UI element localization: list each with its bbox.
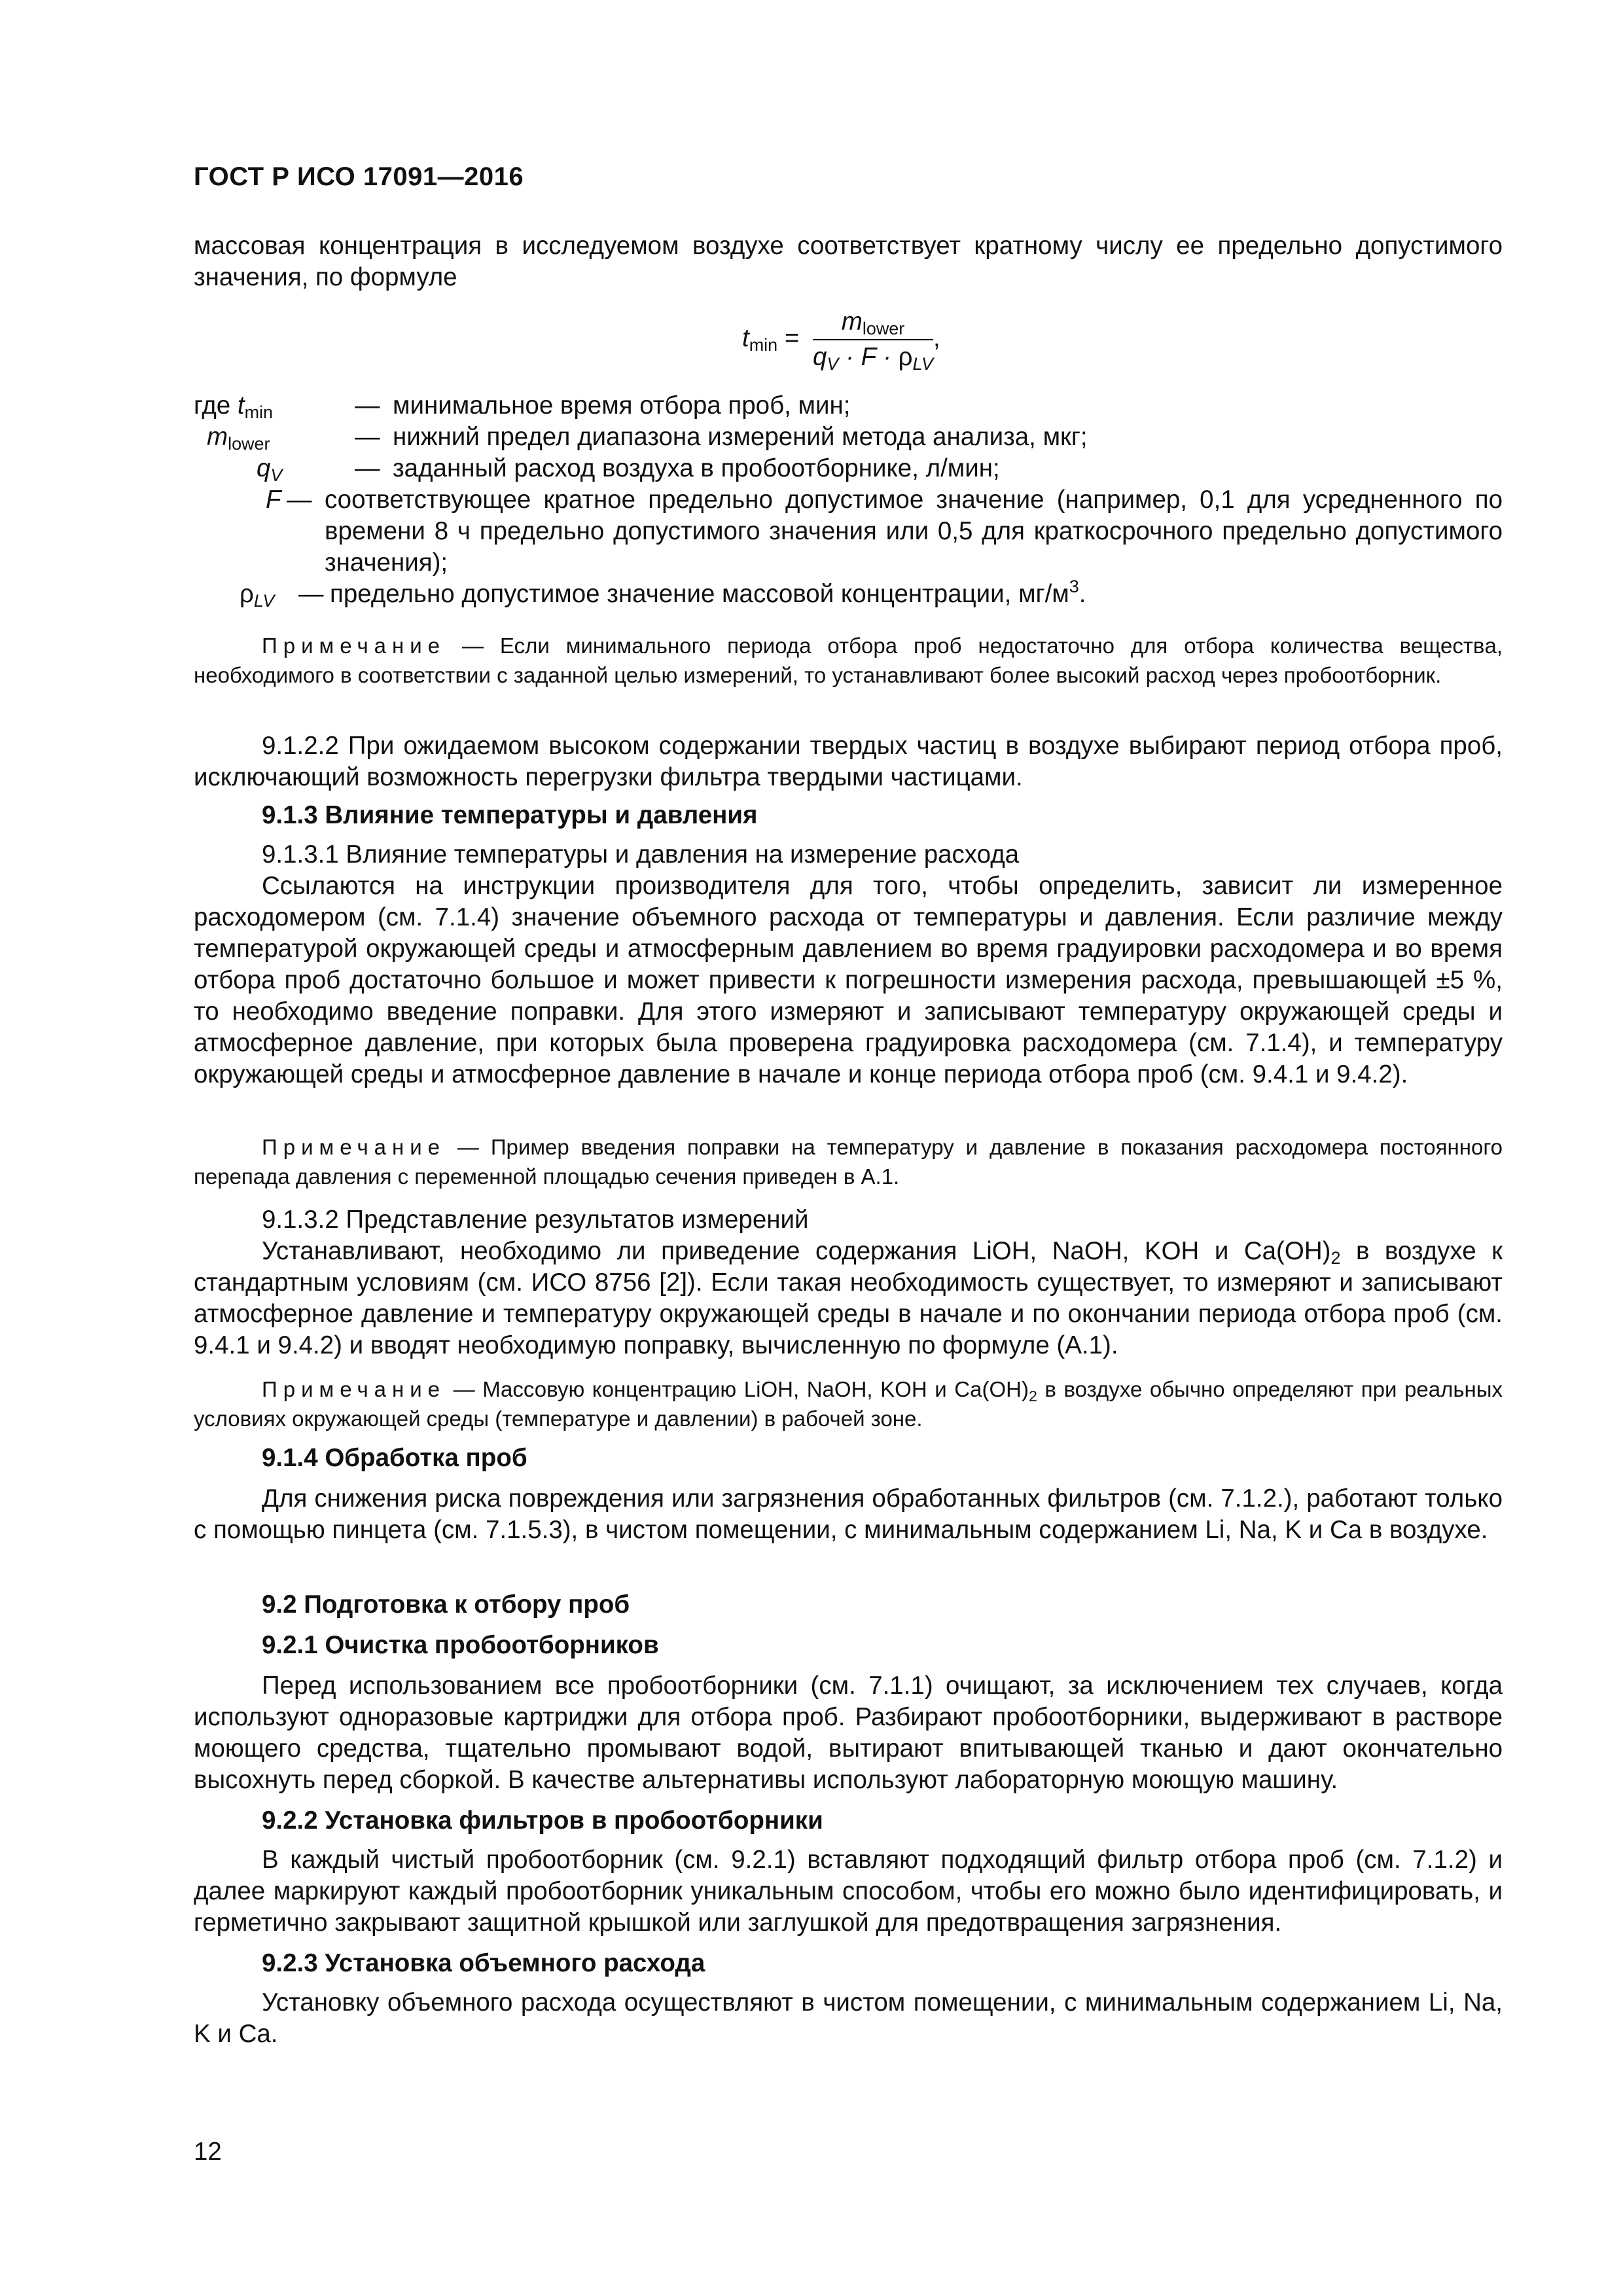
heading-9-2-1: 9.2.1 Очистка пробоотборников bbox=[262, 1631, 659, 1659]
paragraph-9-1-3-1-title: 9.1.3.1 Влияние температуры и давления на измерение расхода bbox=[262, 840, 1020, 869]
heading-9-1-3: 9.1.3 Влияние температуры и давления bbox=[262, 801, 758, 829]
note-2: Примечание — Пример введения поправки на температуру и давление в показания расходомера постоянного перепада давления с переменной площадью сечения приведен в А.1. bbox=[194, 1135, 1503, 1189]
paragraph-9-2-2: В каждый чистый пробоотборник (см. 9.2.1) вставляют подходящий фильтр отбора проб (см. 7.1.2) и далее маркируют каждый пробоотборник уникальным способом, чтобы его можно было идентифицировать, и герметично закрывают защитной крышкой или заглушкой для предотвращения загрязнения. bbox=[194, 1846, 1503, 1937]
definition-item: F — соответствующее кратное предельно допустимое значение (например, 0,1 для усредненного по времени 8 ч предельно допустимого значения или 0,5 для краткосрочного предельно допустимого значения); bbox=[266, 486, 1503, 577]
document-page bbox=[194, 0, 1503, 2296]
formula: $t_{min}$ = $\frac{m_{lower}}{q_V \cdot F \cdot \rho_{LV}}$ , bbox=[742, 308, 940, 374]
paragraph-9-1-3-1: Ссылаются на инструкции производителя для того, чтобы определить, зависит ли измеренное расходомером (см. 7.1.4) значение объемного расхода от температуры и давления. Если различие между температурой окружающей среды и атмосферным давлением во время градуировки расходомера и во время отбора проб достаточно большое и может привести к погрешности измерения расхода, превышающей ±5 %, то необходимо введение поправки. Для этого измеряют и записывают температуру окружающей среды и атмосферное давление, при которых была проверена градуировка расходомера (см. 7.1.4), и температуру окружающей среды и атмосферное давление в начале и конце периода отбора проб (см. 9.4.1 и 9.4.2). bbox=[194, 872, 1503, 1088]
heading-9-2-2: 9.2.2 Установка фильтров в пробоотборники bbox=[262, 1806, 823, 1835]
heading-9-2-3: 9.2.3 Установка объемного расхода bbox=[262, 1949, 705, 1977]
heading-9-2: 9.2 Подготовка к отбору проб bbox=[262, 1590, 630, 1619]
paragraph-9-1-4: Для снижения риска повреждения или загрязнения обработанных фильтров (см. 7.1.2.), работают только с помощью пинцета (см. 7.1.5.3), в чистом помещении, с минимальным содержанием Li, Na, K и Ca в воздухе. bbox=[194, 1484, 1503, 1544]
definition-item: $m_{lower}$ — нижний предел диапазона измерений метода анализа, мкг; bbox=[207, 423, 1088, 454]
heading-9-1-4: 9.1.4 Обработка проб bbox=[262, 1444, 527, 1472]
formula-fraction: $\frac{m_{lower}}{q_V \cdot F \cdot \rho_{LV}}$ bbox=[813, 308, 934, 374]
paragraph-9-1-2-2: 9.1.2.2 При ожидаемом высоком содержании твердых частиц в воздухе выбирают период отбора проб, исключающий возможность перегрузки фильтра твердыми частицами. bbox=[194, 732, 1503, 791]
definition-item: $\rho_{LV}$ — предельно допустимое значение массовой концентрации, $мг/м^3$. bbox=[240, 577, 1086, 611]
page-header: ГОСТ Р ИСО 17091—2016 bbox=[194, 162, 524, 191]
definition-item: где $t_{min}$ — минимальное время отбора проб, мин; bbox=[194, 391, 851, 422]
paragraph-9-2-1: Перед использованием все пробоотборники (см. 7.1.1) очищают, за исключением тех случаев, когда используют одноразовые картриджи для отбора проб. Разбирают пробоотборники, выдерживают в растворе моющего средства, тщательно промывают водой, вытирают впитывающей тканью и дают окончательно высохнуть перед сборкой. В качестве альтернативы используют лабораторную моющую машину. bbox=[194, 1672, 1503, 1794]
page-number: 12 bbox=[194, 2138, 222, 2166]
variable-definitions bbox=[194, 390, 1503, 610]
intro-paragraph: массовая концентрация в исследуемом воздухе соответствует кратному числу ее предельно допустимого значения, по формуле bbox=[194, 232, 1503, 291]
definition-item: $q_V$ — заданный расход воздуха в пробоотборнике, л/мин; bbox=[257, 454, 1000, 485]
note-1: Примечание — Если минимального периода отбора проб недостаточно для отбора количества веществa, необходимого в соответствии с заданной целью измерений, то устанавливают более высокий расход через пробоотборник. bbox=[194, 634, 1503, 687]
paragraph-9-1-3-2-title: 9.1.3.2 Представление результатов измерений bbox=[262, 1206, 809, 1234]
paragraph-9-1-3-2: Устанавливают, необходимо ли приведение содержания LiOH, NaOH, KOH и $Ca(OH)_2$ в воздухе к стандартным условиям (см. ИСО 8756 [2]). Если такая необходимость существует, то измеряют и записывают атмосферное давление и температуру окружающей среды в начале и по окончании периода отбора проб (см. 9.4.1 и 9.4.2) и вводят необходимую поправку, вычисленную по формуле (А.1). bbox=[194, 1237, 1503, 1359]
paragraph-9-2-3: Установку объемного расхода осуществляют в чистом помещении, с минимальным содержанием Li, Na, K и Ca. bbox=[194, 1988, 1503, 2048]
note-3: Примечание — Массовую концентрацию LiOH, NaOH, KOH и $Ca(OH)_2$ в воздухе обычно определяют при реальных условиях окружающей среды (температуре и давлении) в рабочей зоне. bbox=[194, 1377, 1503, 1431]
